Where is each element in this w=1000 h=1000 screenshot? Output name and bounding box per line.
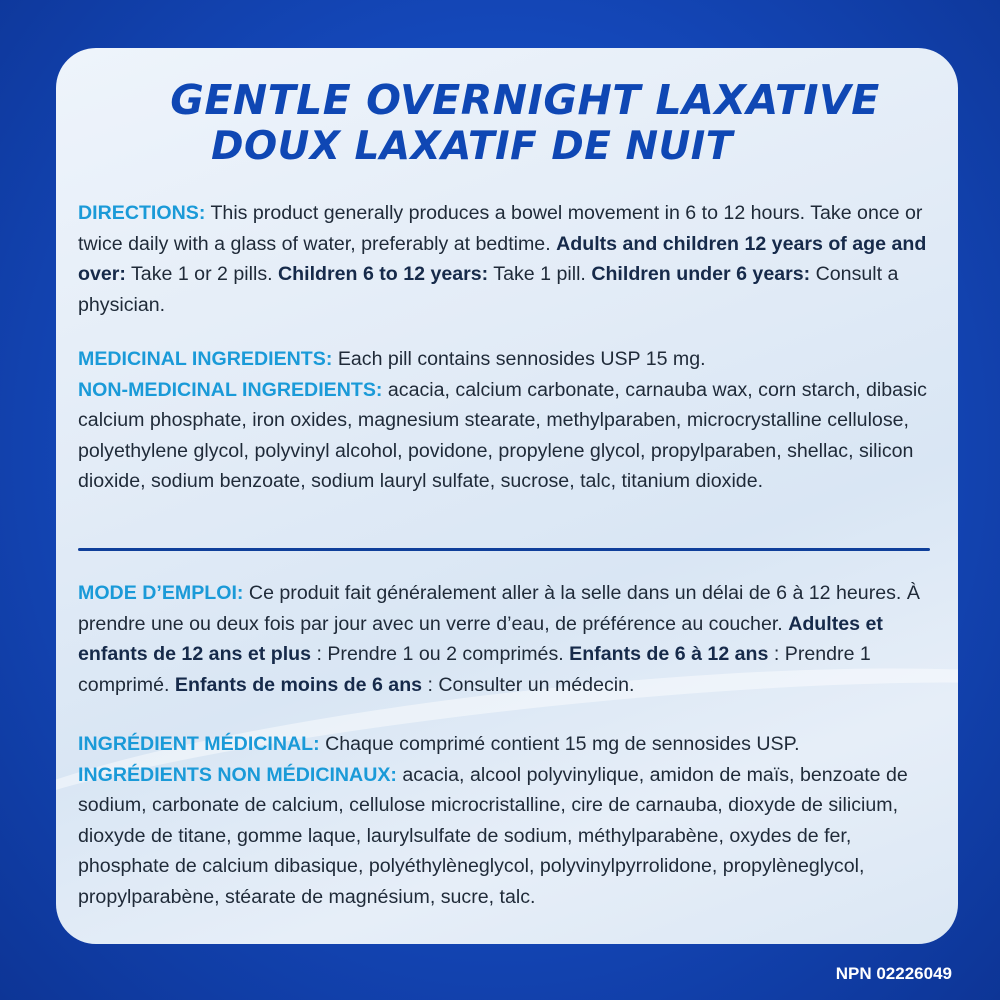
medicinal-heading-en: MEDICINAL INGREDIENTS: bbox=[78, 348, 333, 370]
directions-heading-fr: MODE D’EMPLOI: bbox=[78, 582, 244, 604]
medicinal-text-fr: Chaque comprimé contient 15 mg de sennosides USP. bbox=[319, 733, 800, 755]
label-panel bbox=[56, 48, 958, 944]
title-english: GENTLE OVERNIGHT LAXATIVE bbox=[170, 76, 880, 124]
directions-text-fr-3: : Prendre 1 comprimé. bbox=[78, 643, 871, 696]
directions-text-en-1: This product generally produces a bowel movement in 6 to 12 hours. Take once or twice daily with a glass of water, preferably at bedtime. bbox=[78, 202, 923, 255]
nonmedicinal-heading-en: NON-MEDICINAL INGREDIENTS: bbox=[78, 378, 383, 401]
title-french: DOUX LAXATIF DE NUIT bbox=[211, 124, 733, 169]
medicinal-heading-fr: INGRÉDIENT MÉDICINAL: bbox=[78, 733, 320, 755]
directions-text-fr-2: : Prendre 1 ou 2 comprimés. bbox=[311, 643, 570, 665]
directions-bold-fr-2: Enfants de 6 à 12 ans bbox=[569, 643, 769, 665]
directions-text-fr-4: : Consulter un médecin. bbox=[422, 673, 635, 696]
ingredients-fr bbox=[78, 729, 940, 912]
ingredients-en bbox=[78, 344, 940, 497]
nonmedicinal-text-en: acacia, calcium carbonate, carnauba wax, corn starch, dibasic calcium phosphate, iron oxides, magnesium stearate, methylparaben, microcrystalline cellulose, polyethylene glycol, polyvinyl alcohol, povidone, propylene glycol, propylparaben, shellac, silicon dioxide, sodium benzoate, sodium lauryl sulfate, sucrose, talc, titanium dioxide. bbox=[78, 378, 927, 492]
directions-bold-fr-1: Adultes et enfants de 12 ans et plus bbox=[78, 612, 883, 665]
nonmedicinal-text-fr: acacia, alcool polyvinylique, amidon de maïs, benzoate de sodium, carbonate de calcium, cellulose microcristalline, cire de carnauba, dioxyde de silicium, dioxyde de titane, gomme laque, laurylsulfate de sodium, méthylparabène, oxydes de fer, phosphate de calcium dibasique, polyéthylèneglycol, polyvinylpyrrolidone, propylèneglycol, propylparabène, stéarate de magnésium, sucre, talc. bbox=[78, 763, 908, 908]
directions-bold-en-2: Children 6 to 12 years: bbox=[278, 263, 489, 285]
npn-number: NPN 02226049 bbox=[835, 964, 952, 983]
directions-text-en-3: Take 1 pill. bbox=[488, 263, 592, 285]
directions-fr bbox=[78, 578, 940, 700]
directions-text-en-2: Take 1 or 2 pills. bbox=[125, 263, 279, 285]
nonmedicinal-heading-fr: INGRÉDIENTS NON MÉDICINAUX: bbox=[78, 763, 397, 786]
directions-bold-en-1: Adults and children 12 years of age and over: bbox=[78, 232, 927, 285]
directions-text-fr-1: Ce produit fait généralement aller à la selle dans un délai de 6 à 12 heures. À prendre une ou deux fois par jour avec un verre d’eau, de préférence au coucher. bbox=[78, 582, 920, 635]
directions-en bbox=[78, 198, 940, 320]
section-divider bbox=[78, 548, 930, 551]
directions-bold-fr-3: Enfants de moins de 6 ans bbox=[174, 673, 423, 696]
directions-text-en-4: Consult a physician. bbox=[78, 263, 899, 316]
directions-heading-en: DIRECTIONS: bbox=[78, 202, 206, 224]
directions-bold-en-3: Children under 6 years: bbox=[591, 263, 811, 285]
medicinal-text-en: Each pill contains sennosides USP 15 mg. bbox=[332, 348, 706, 370]
